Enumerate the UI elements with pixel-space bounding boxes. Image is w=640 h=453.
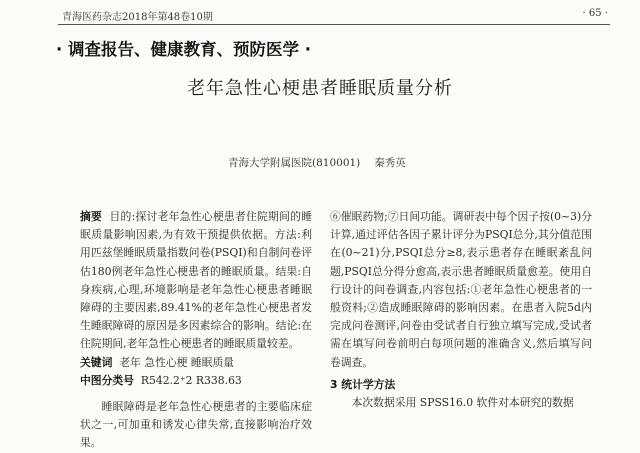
keywords-label: 关键词 xyxy=(80,355,113,369)
abstract xyxy=(80,208,312,354)
journal-name: 青海医药杂志2018年第48卷10期 xyxy=(62,12,213,23)
classification-text: R542.2⁺2 R338.63 xyxy=(140,373,242,387)
section-banner: · 调查报告、健康教育、预防医学 · xyxy=(56,40,312,59)
page-number: · 65 · xyxy=(582,8,608,19)
stats-paragraph: 本次数据采用 SPSS16.0 软件对本研究的数据 xyxy=(351,396,574,410)
running-header xyxy=(62,8,608,22)
keywords-line xyxy=(80,354,312,372)
keywords-text: 老年 急性心梗 睡眠质量 xyxy=(119,355,235,369)
intro-paragraph: 睡眠障碍是老年急性心梗患者的主要临床症状之一,可加重和诱发心律失常,直接影响治疗效果。 xyxy=(80,400,312,450)
institution: 青海大学附属医院(810001) xyxy=(228,157,361,169)
header-rule xyxy=(58,24,610,25)
author-name: 秦秀英 xyxy=(374,157,406,169)
abstract-label: 摘要 xyxy=(80,210,103,223)
classification-line xyxy=(80,372,312,390)
left-column xyxy=(80,208,312,453)
right-column xyxy=(330,208,592,412)
classification-label: 中图分类号 xyxy=(80,373,134,387)
paper-title: 老年急性心梗患者睡眠质量分析 xyxy=(187,78,453,99)
abstract-text: 目的:探讨老年急性心梗患者住院期间的睡眠质量影响因素,为有效干预提供依据。方法:利用匹兹堡睡眠质量指数问卷(PSQI)和自制问卷评估180例老年急性心梗患者的睡眠质量。结果:自身疾病,心理,环境影响是老年急性心梗患者睡眠障碍的主要因素,89.41%的老年急性心梗患者发生睡眠障碍的原因是多因素综合的影响。结论:在住院期间,老年急性心梗患者的睡眠质量较差。 xyxy=(80,210,313,351)
affiliation-line xyxy=(228,155,406,170)
methods-paragraph: ⑥催眠药物;⑦日间功能。调研表中每个因子按(0~3)分计算,通过评估各因子累计评分为PSQI总分,其分值范围在(0~21)分,PSQI总分≥8,表示患者存在睡眠紊乱问题,PSQI总分得分愈高,表示患者睡眠质量愈差。使用自行设计的问卷调查,内容包括:①老年急性心梗患者的一般资料;②造成睡眠障碍的影响因素。在患者入院5d内完成问卷测评,问卷由受试者自行独立填写完成,受试者需在填写问卷前明白每项问题的准确含义,然后填写问卷调查。 xyxy=(330,210,592,369)
section-heading-stats: 3 统计学方法 xyxy=(330,377,396,391)
